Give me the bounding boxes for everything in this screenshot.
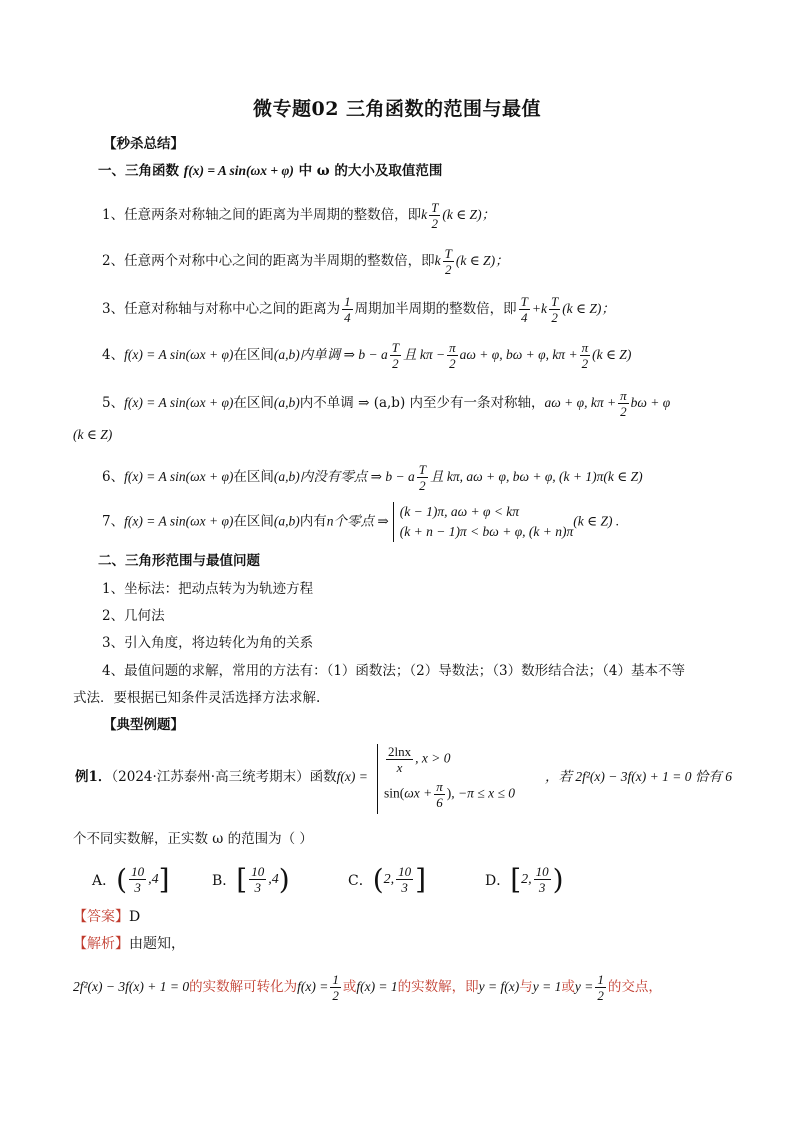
frac-denominator: 3 — [538, 880, 546, 895]
frac-denominator: 2 — [551, 310, 558, 325]
analysis-f5: y = — [574, 979, 594, 994]
item2-k: k — [434, 253, 441, 268]
option-b[interactable] — [212, 864, 290, 895]
piecewise-case2: sin(ωx + $\frac{\pi}{6}$ ), −π ≤ x ≤ 0 — [384, 779, 515, 810]
example1-source: （2024·江苏泰州·高三统考期末）函数 — [111, 769, 337, 785]
frac-numerator: T — [520, 294, 528, 309]
analysis-equation-line — [73, 972, 662, 1003]
part1-heading — [98, 162, 442, 180]
option-letter: A． — [92, 872, 117, 889]
analysis-label: 【解析】 — [73, 936, 129, 952]
example1-label: 例1． — [75, 769, 112, 785]
item3-quarter — [342, 294, 353, 325]
analysis-or: 或 — [342, 979, 357, 995]
page-title: 微专题02 三角函数的范围与最值 — [252, 98, 542, 120]
frac-denominator: 2 — [597, 988, 604, 1003]
analysis-frac-half-1 — [330, 972, 341, 1003]
option-fraction — [129, 864, 146, 895]
item5-bounds: aω + φ, kπ + — [544, 395, 617, 410]
frac-numerator: π — [449, 340, 456, 355]
option-bracket-right: ) — [552, 862, 564, 896]
option-fraction — [249, 864, 266, 895]
item3-frac-t4 — [519, 294, 530, 325]
item4-frac-t2 — [390, 340, 401, 371]
example1-fx: f(x) = — [336, 769, 368, 784]
frac-denominator: 4 — [344, 310, 351, 325]
frac-numerator: 1 — [344, 294, 351, 309]
item6-formula: f(x) = A sin(ωx + φ) — [124, 469, 234, 484]
part1-item1 — [102, 200, 495, 231]
frac-denominator: 3 — [254, 880, 261, 895]
item6-implies: 内没有零点 ⇒ b − a — [299, 469, 415, 484]
item7-interval: (a,b) — [273, 513, 300, 529]
part1-item7 — [102, 502, 619, 542]
frac-numerator: T — [550, 294, 559, 309]
item2-fraction — [443, 246, 454, 277]
part1-item3 — [102, 294, 615, 325]
case2-inner: ωx + — [404, 785, 433, 801]
option-bracket-right: ] — [158, 862, 170, 896]
item4-bounds: aω + φ, bω + φ, kπ + — [459, 347, 578, 362]
part2-item4-line1: 4、最值问题的求解，常用的方法有：（1）函数法；（2）导数法；（3）数形结合法；（4）基本不等 — [102, 663, 685, 679]
part2-heading: 二、三角形范围与最值问题 — [98, 553, 260, 569]
option-letter: B． — [212, 872, 237, 889]
part2-item1: 1、坐标法：把动点转为为轨迹方程 — [102, 581, 314, 597]
item4-interval: (a,b) — [273, 347, 300, 362]
option-bracket-left: ( — [116, 862, 128, 896]
option-bracket-left: ( — [372, 862, 384, 896]
option-d[interactable] — [485, 864, 564, 895]
item3-frac-t2 — [549, 294, 560, 325]
part1-item6 — [102, 462, 643, 493]
analysis-or2: 或 — [561, 979, 575, 995]
option-fraction — [396, 864, 413, 895]
option-bracket-left: [ — [510, 862, 522, 896]
case1-condition: , x > 0 — [415, 750, 451, 766]
example1-condition: ，若 2f²(x) − 3f(x) + 1 = 0 恰有 6 — [545, 769, 732, 784]
frac-denominator: 2 — [392, 356, 399, 371]
option-letter: D． — [485, 872, 511, 889]
option-bracket-right: ) — [278, 862, 290, 896]
item7-text-has: 内有 — [299, 513, 327, 530]
answer-label: 【答案】 — [73, 909, 129, 925]
frac-denominator: 2 — [449, 356, 456, 371]
option-rest: 2, — [521, 871, 532, 887]
analysis-f1: f(x) = — [297, 979, 329, 994]
summary-heading: 【秒杀总结】 — [103, 136, 184, 152]
frac-numerator: 10 — [131, 864, 145, 879]
item4-text-interval: 在区间 — [233, 347, 274, 363]
item7-text-interval: 在区间 — [233, 513, 274, 530]
analysis-eq: 2f²(x) − 3f(x) + 1 = 0 — [73, 979, 190, 994]
item1-fraction — [429, 200, 440, 231]
item4-frac-pi2a — [447, 340, 458, 371]
frac-numerator: π — [581, 340, 589, 355]
option-rest: 2, — [383, 871, 395, 887]
item3-tail: (k ∈ Z)； — [562, 301, 615, 316]
frac-denominator: 2 — [419, 478, 426, 493]
frac-numerator: 1 — [332, 972, 339, 987]
frac-numerator: T — [431, 200, 439, 215]
item1-text: 1、任意两条对称轴之间的距离为半周期的整数倍，即 — [102, 207, 422, 223]
item4-num: 4、 — [102, 347, 125, 363]
frac-denominator: 2 — [332, 988, 339, 1003]
case2-sin: sin — [384, 785, 400, 801]
option-a[interactable] — [92, 864, 170, 895]
answer-value: D — [129, 909, 141, 925]
item4-implies: 内单调 ⇒ b − a — [299, 347, 388, 362]
frac-numerator: T — [418, 462, 426, 477]
item7-n: n — [326, 513, 334, 529]
option-rest: ,4 — [148, 871, 159, 887]
item5-text: 内不单调 ⇒ (a,b) 内至少有一条对称轴， — [299, 395, 545, 411]
frac-denominator: 4 — [520, 310, 528, 325]
case2-condition: , −π ≤ x ≤ 0 — [451, 785, 515, 801]
answer-line — [73, 908, 140, 926]
item4-and: 且 kπ − — [402, 347, 446, 362]
analysis-with: 与 — [519, 979, 533, 995]
example1-line1 — [75, 768, 368, 786]
piecewise-brace — [377, 744, 515, 814]
part2-item2: 2、几何法 — [102, 608, 165, 624]
frac-denominator: 3 — [134, 880, 141, 895]
analysis-t3: 的交点， — [607, 979, 662, 995]
item2-text: 2、任意两个对称中心之间的距离为半周期的整数倍，即 — [102, 253, 435, 269]
item3-text: 3、任意对称轴与对称中心之间的距离为 — [102, 301, 341, 317]
frac-numerator: 1 — [597, 972, 604, 987]
part1-heading-pre: 一、三角函数 — [98, 163, 184, 179]
case2-fraction — [434, 779, 445, 810]
analysis-f2: f(x) = 1 — [356, 979, 398, 994]
case1-fraction — [386, 744, 413, 775]
option-c[interactable] — [348, 864, 426, 895]
item7-formula: f(x) = A sin(ωx + φ) — [124, 513, 234, 529]
item7-case2: (k + n − 1)π < bω + φ, (k + n)π — [399, 524, 574, 539]
item6-num: 6、 — [102, 469, 125, 485]
item4-frac-pi2b — [580, 340, 591, 371]
item5-text-interval: 在区间 — [233, 395, 274, 411]
item5-interval: (a,b) — [273, 395, 300, 410]
piecewise-case1 — [384, 744, 515, 779]
frac-numerator: T — [391, 340, 399, 355]
item6-text-interval: 在区间 — [233, 469, 274, 485]
item4-formula: f(x) = A sin(ωx + φ) — [124, 347, 234, 362]
item6-bounds: 且 kπ, aω + φ, bω + φ, (k + 1)π(k ∈ Z) — [429, 469, 643, 484]
frac-denominator: 3 — [401, 880, 408, 895]
option-rest: ,4 — [268, 871, 279, 887]
frac-denominator: 2 — [431, 216, 438, 231]
option-letter: C． — [348, 872, 373, 889]
frac-denominator: 2 — [444, 262, 452, 277]
frac-numerator: π — [436, 779, 443, 794]
item5-frac-pi2 — [618, 388, 629, 419]
analysis-t1: 的实数解可转化为 — [189, 979, 298, 995]
item7-case1: (k − 1)π, aω + φ < kπ — [399, 504, 520, 519]
item2-tail: (k ∈ Z)； — [455, 253, 509, 268]
item1-k: k — [421, 207, 428, 222]
item5-continuation: (k ∈ Z) — [73, 427, 113, 442]
frac-numerator: 10 — [251, 864, 265, 879]
part1-item5 — [102, 388, 670, 419]
analysis-f3: y = f(x) — [478, 979, 520, 994]
examples-heading: 【典型例题】 — [103, 717, 184, 733]
item1-tail: (k ∈ Z)； — [442, 207, 496, 222]
item5-num: 5、 — [102, 395, 125, 411]
part2-item4-line2: 式法．要根据已知条件灵活选择方法求解. — [73, 690, 321, 706]
part1-item2 — [102, 246, 509, 277]
item3-mid: 周期加半周期的整数倍，即 — [354, 301, 517, 317]
item3-plus: + — [531, 301, 541, 316]
frac-numerator: T — [444, 246, 452, 261]
item4-tail: (k ∈ Z) — [592, 347, 632, 362]
option-bracket-right: ] — [415, 862, 427, 896]
item5-bomega: bω + φ — [630, 395, 671, 410]
item7-num: 7、 — [102, 513, 125, 530]
item3-k: k — [540, 301, 547, 316]
example1-line2: 个不同实数解，正实数 ω 的范围为（ ） — [73, 831, 313, 847]
analysis-f4: y = 1 — [532, 979, 562, 994]
part1-heading-formula: f(x) = A sin(ωx + φ) — [183, 163, 294, 178]
item7-implies: 个零点 ⇒ — [333, 513, 389, 529]
item5-formula: f(x) = A sin(ωx + φ) — [124, 395, 234, 410]
frac-denominator: 6 — [436, 795, 443, 810]
frac-numerator: 10 — [535, 864, 549, 879]
item6-interval: (a,b) — [273, 469, 300, 484]
item6-frac-t2 — [417, 462, 428, 493]
analysis-frac-half-2 — [595, 972, 606, 1003]
option-fraction — [534, 864, 551, 895]
analysis-text: 由题知， — [129, 936, 185, 952]
option-bracket-left: [ — [236, 862, 248, 896]
frac-denominator: x — [396, 760, 403, 775]
analysis-t2: 的实数解，即 — [397, 979, 479, 995]
frac-numerator: 2lnx — [388, 744, 412, 759]
example1-piecewise — [377, 744, 515, 814]
analysis-line — [73, 935, 185, 953]
frac-denominator: 2 — [620, 404, 627, 419]
frac-denominator: 2 — [581, 356, 589, 371]
part1-item4 — [102, 340, 631, 371]
item7-tail: (k ∈ Z) . — [573, 513, 620, 529]
frac-numerator: π — [620, 388, 627, 403]
part1-heading-post: 中 ω 的大小及取值范围 — [293, 163, 443, 179]
part2-item3: 3、引入角度，将边转化为角的关系 — [102, 635, 314, 651]
item7-case-block — [393, 502, 574, 542]
frac-numerator: 10 — [398, 864, 412, 879]
